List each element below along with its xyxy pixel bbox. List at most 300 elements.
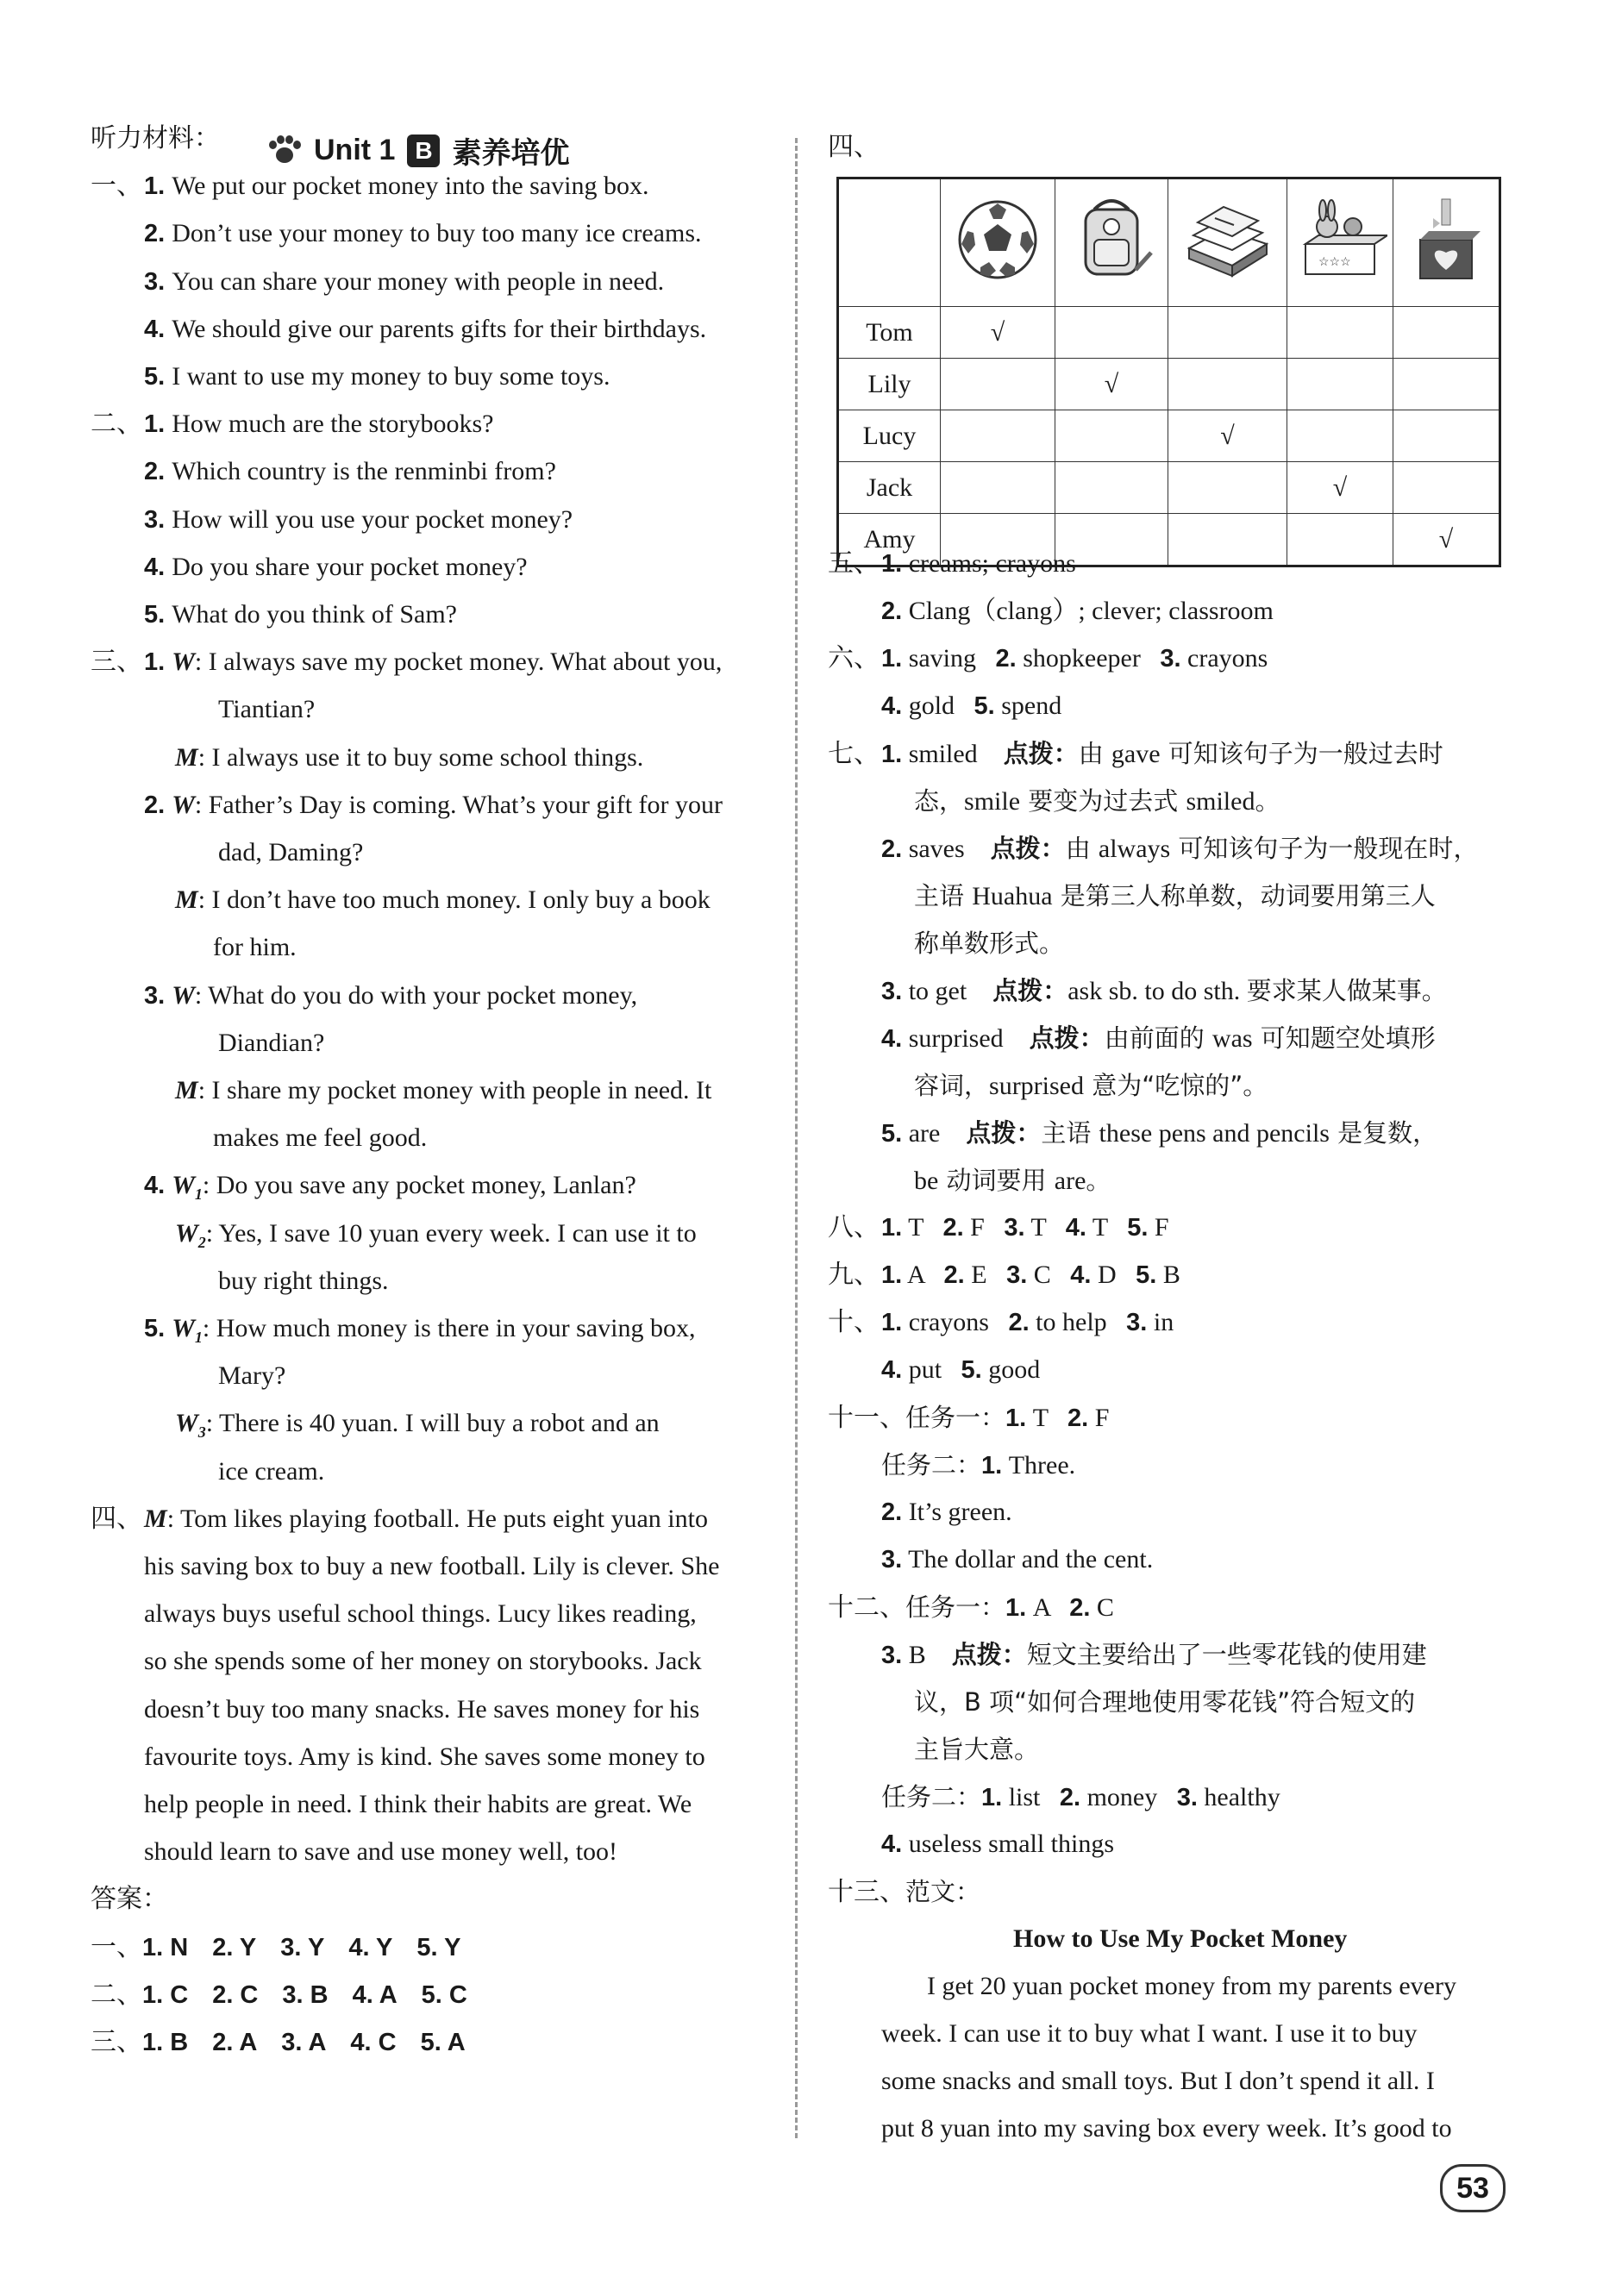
question-number: 3. [144,981,166,1010]
check-cell [1393,514,1500,566]
left-line [213,929,297,966]
line-text: : How much money is there in your saving box, [202,1314,696,1342]
line-text: 主旨大意。 [914,1735,1040,1764]
line-text: F [963,1213,1005,1242]
line-text: T [1086,1213,1128,1242]
line-text: to get [902,977,993,1005]
line-text: smiled [1186,787,1255,816]
left-line [91,121,220,157]
student-name-cell: Lily [838,359,941,410]
question-number: 2. [995,645,1017,673]
hint-label: 点拨： [951,1640,1027,1669]
right-line [914,1731,1039,1768]
left-line [91,549,528,585]
right-line [881,1447,1075,1484]
line-text: was [1211,1024,1253,1053]
question-number: 2. [144,458,166,486]
speaker-index: 1 [194,1329,203,1346]
right-line [881,1494,1012,1530]
question-number: 3. [1126,1309,1148,1336]
right-line [881,1779,1280,1816]
section-number: 一、 [91,1931,142,1962]
line-text: You can share your money with people in need. [172,266,665,296]
left-line [144,1834,617,1870]
line-text: dad, Daming? [218,838,364,866]
speaker-label: M [175,742,198,772]
right-line [881,1352,1040,1388]
line-text: How much are the storybooks? [172,410,494,439]
left-line [218,835,363,871]
section-four-label: 四、 [828,132,880,162]
answer-item: 2. C [212,1980,259,2009]
line-text: 是第三人称单数，动词要用第三人 [1052,881,1436,910]
speaker-label: W [172,980,195,1010]
right-line [828,735,1443,773]
speaker-label: W [172,1314,195,1342]
left-line [218,1263,389,1299]
student-name-cell: Tom [838,307,941,359]
line-text: The dollar and the cent. [902,1545,1154,1573]
line-text: Tiantian? [218,695,316,724]
left-line [175,1216,697,1261]
question-number: 1. [144,410,166,439]
level-badge: B [407,135,440,167]
line-text: ice cream. [218,1456,325,1486]
left-line [91,2024,490,2061]
speaker-label: M [175,1076,198,1104]
answer-table [836,177,1501,567]
left-line [144,1786,692,1823]
line-text: It’s green. [902,1498,1012,1526]
question-number: 5. [1136,1261,1157,1289]
right-line [881,688,1061,724]
line-text: week. I can use it to buy what I want. I use it to buy [881,2019,1418,2048]
right-line [914,783,1280,820]
line-text: We should give our parents gifts for their birthdays. [172,314,707,343]
right-line [927,1968,1456,2005]
schoolbag-icon [1055,178,1168,307]
answer-item: 2. Y [212,1933,257,1961]
line-text: 容词， [914,1071,990,1100]
line-text: T [1024,1213,1066,1242]
check-mark: √ [1104,369,1119,398]
right-line [828,546,1076,582]
left-line [144,1548,719,1585]
donation-box-icon [1393,178,1500,307]
question-number: 3. [881,1546,903,1573]
hint-label: 点拨： [966,1118,1042,1148]
question-number: 3. [881,1642,903,1669]
question-number: 4. [881,692,903,720]
left-line [91,1881,168,1918]
check-cell [941,359,1055,410]
check-mark: √ [1332,472,1348,502]
line-text: 称单数形式。 [914,929,1065,958]
check-cell [1287,514,1393,566]
line-text: 是复数， [1329,1118,1438,1148]
speaker-index: 2 [197,1233,206,1251]
left-line [218,1025,324,1061]
line-text: crayons [902,1308,1009,1336]
line-text: gave [1111,740,1161,768]
right-line [881,1115,1437,1152]
question-number: 5. [144,1315,166,1342]
left-line [91,406,493,442]
section-number: 十三、 [828,1877,905,1907]
check-mark: √ [1438,524,1454,554]
line-text: in [1147,1308,1174,1336]
question-number: 4. [1070,1261,1092,1289]
line-text: 任务一： [905,1403,1006,1432]
line-text: : I share my pocket money with people in need. It [197,1076,712,1104]
table-row [838,462,1500,514]
line-text: gold [902,691,974,720]
question-number: 3. [881,978,903,1005]
question-number: 1. [881,1309,903,1336]
line-text: for him. [213,933,297,962]
right-line [828,1399,1109,1436]
line-text: : Tom likes playing football. He puts eight yuan into [166,1504,708,1533]
line-text: are [1054,1167,1086,1195]
section-number: 四、 [91,1503,142,1534]
answer-item: 1. C [142,1980,189,2009]
line-text: doesn’t buy too many snacks. He saves money for his [144,1694,700,1724]
line-text: : I always use it to buy some school things. [197,742,644,772]
line-text: C [1090,1593,1114,1622]
line-text: B [1156,1261,1180,1289]
section-label: 答案： [91,1884,168,1915]
check-cell [1055,410,1168,462]
question-number: 2. [1059,1784,1081,1811]
line-text: smiled [902,740,1004,768]
left-line [91,1311,695,1355]
right-line [881,1826,1114,1862]
section-number: 三、 [91,647,142,678]
line-text: 范文： [905,1877,981,1906]
line-text: so she spends some of her money on storybooks. Jack [144,1647,702,1676]
section-number: 七、 [828,739,880,769]
line-text: : Do you save any pocket money, Lanlan? [202,1171,636,1200]
unit-label: Unit 1 [314,134,396,166]
check-cell [1168,410,1287,462]
section-number: 八、 [828,1212,880,1242]
left-line [144,1739,705,1775]
question-number: 3. [144,505,166,534]
line-text: I want to use my money to buy some toys. [172,362,610,391]
line-text: to help [1029,1308,1127,1336]
line-text: 可知该句子为一般现在时， [1170,834,1479,863]
question-number: 1. [981,1452,1003,1480]
check-cell [1055,462,1168,514]
answer-item: 3. Y [280,1933,325,1961]
line-text: : There is 40 yuan. I will buy a robot and an [205,1409,660,1438]
left-line [218,691,315,728]
speaker-label: W [175,1409,198,1438]
question-number: 1. [881,1261,903,1289]
line-text: his saving box to buy a new football. Lily is clever. She [144,1552,720,1580]
line-text: crayons [1180,644,1268,673]
line-text: : I don’t have too much money. I only buy a book [197,885,711,915]
left-line [175,882,711,918]
line-text: surprised [989,1072,1084,1100]
answer-item: 4. Y [348,1933,393,1961]
line-text: Diandian? [218,1028,325,1057]
question-number: 5. [1127,1214,1149,1242]
table-corner-cell [838,178,941,307]
line-text: Three. [1002,1451,1076,1480]
line-text: B [902,1641,952,1669]
line-text: Which country is the renminbi from? [172,457,556,486]
hint-label: 点拨： [992,976,1068,1005]
line-text: We put our pocket money into the saving box. [172,172,649,201]
line-text: help people in need. I think their habits are great. We [144,1790,692,1818]
section-number: 十一、 [828,1403,905,1433]
question-number: 4. [881,1356,903,1384]
line-text: : Father’s Day is coming. What’s your gift for your [194,790,723,819]
speaker-label: M [175,885,198,915]
question-number: 2. [1008,1309,1030,1336]
left-line [91,168,649,204]
table-header-row [838,178,1500,307]
line-text: : Yes, I save 10 yuan every week. I can use it to [205,1218,697,1248]
question-number: 1. [881,1214,903,1242]
line-text: : What do you do with your pocket money, [194,980,638,1010]
line-text: 短文主要给出了一些零花钱的使用建 [1026,1640,1427,1669]
check-mark: √ [1220,421,1235,450]
check-cell [1168,462,1287,514]
left-line [91,978,637,1014]
line-text: 任务二： [881,1450,982,1480]
section-label: 听力材料： [91,123,220,153]
speaker-label: W [175,1218,198,1248]
check-cell [1287,307,1393,359]
question-number: 3. [1160,645,1181,673]
question-number: 3. [144,267,166,296]
check-cell [941,462,1055,514]
check-cell [1287,462,1393,514]
question-number: 1. [881,741,903,768]
check-cell [1393,359,1500,410]
answer-item: 4. C [350,2029,397,2056]
section-number: 九、 [828,1260,880,1290]
question-number: 1. [881,645,903,673]
left-line [91,216,702,252]
line-text: these pens and pencils [1099,1119,1330,1148]
line-text: Huahua [972,882,1053,910]
right-line [881,1020,1436,1057]
right-line [828,1257,1180,1293]
question-number: 5. [961,1356,982,1384]
line-text: 意为“吃惊的”。 [1084,1071,1268,1100]
speaker-index: 3 [197,1423,206,1442]
section-number: 二、 [91,409,142,440]
check-cell [941,410,1055,462]
essay-title: How to Use My Pocket Money [1013,1924,1348,1953]
answer-item: 5. C [421,1980,467,2009]
section-number: 一、 [91,171,142,202]
line-text: 由 [1065,834,1099,863]
right-line [881,593,1274,629]
line-text: : I always save my pocket money. What about you, [194,648,723,677]
line-text: 可知该句子为一般过去时 [1160,739,1443,768]
line-text: shopkeeper [1016,644,1161,673]
line-text: should learn to save and use money well, too! [144,1837,618,1867]
left-line [218,1454,324,1490]
storybooks-icon [1168,178,1287,307]
left-line [91,359,610,395]
football-icon [941,178,1055,307]
left-line [91,1977,491,2013]
right-line [881,2111,1452,2147]
right-line [828,641,1268,677]
question-number: 1. [1005,1405,1027,1432]
line-text: 由前面的 [1104,1023,1212,1053]
line-text: good [981,1355,1041,1384]
right-line [914,1684,1415,1721]
speaker-label: W [172,1171,195,1200]
check-cell [1168,514,1287,566]
line-text: favourite toys. Amy is kind. She saves some money to [144,1742,705,1771]
left-line [91,311,706,347]
hint-label: 点拨： [1029,1023,1105,1053]
check-cell [1287,410,1393,462]
line-text: F [1148,1213,1169,1242]
left-line [175,1073,711,1109]
question-number: 5. [974,692,995,720]
right-line [828,1210,1169,1246]
line-text: 。 [1255,786,1280,816]
speaker-index: 1 [194,1186,203,1204]
right-line [914,1067,1268,1104]
answer-item: 3. B [282,1980,329,2009]
check-cell [1055,307,1168,359]
line-text: 任务一： [905,1592,1006,1622]
left-line [218,1358,285,1394]
question-number: 1. [881,550,903,578]
question-number: 5. [881,1120,903,1148]
right-line [881,1636,1427,1674]
line-text: buy right things. [218,1266,389,1295]
page-title: 素养培优 [452,136,570,171]
question-number: 2. [881,597,903,625]
left-line [91,1167,636,1212]
question-number: 2. [881,835,903,863]
question-number: 3. [1176,1784,1198,1811]
question-number: 4. [144,315,166,343]
line-text: spend [994,691,1062,720]
line-text: A [1026,1593,1070,1622]
right-line [828,1304,1174,1341]
question-number: 5. [144,601,166,629]
check-cell [1287,359,1393,410]
right-line [828,1874,980,1911]
table-row [838,307,1500,359]
line-text: Don’t use your money to buy too many ice creams. [172,219,702,248]
line-text: What do you think of Sam? [172,600,457,629]
line-text: 可知题空处填形 [1252,1023,1436,1053]
line-text: put [902,1355,961,1384]
student-name-cell: Jack [838,462,941,514]
question-number: 2. [942,1214,964,1242]
line-text: 。 [1086,1166,1111,1195]
line-text: 要求某人做某事。 [1246,976,1447,1005]
left-line [144,1596,697,1632]
line-text: healthy [1197,1783,1280,1811]
left-line [175,740,643,776]
line-text: 议，B 项“如何合理地使用零花钱”符合短文的 [914,1687,1416,1717]
question-number: 2. [943,1261,965,1289]
line-text: saving [902,644,996,673]
question-number: 4. [881,1025,903,1053]
check-cell [1393,307,1500,359]
left-line [91,264,664,300]
right-line [914,1162,1111,1199]
line-text: money [1080,1783,1177,1811]
left-line [144,1643,702,1680]
left-line [91,502,573,538]
answer-item: 4. A [352,1980,398,2009]
line-text: creams; crayons [902,549,1076,578]
left-line [91,597,457,633]
right-line [914,878,1436,915]
student-name-cell: Lucy [838,410,941,462]
left-line [213,1120,427,1156]
section-number: 六、 [828,643,880,673]
answer-item: 5. Y [416,1933,461,1961]
question-number: 4. [881,1830,903,1858]
svg-text:☆☆☆: ☆☆☆ [1318,255,1351,269]
question-number: 2. [1067,1405,1089,1432]
section-number: 十、 [828,1307,880,1337]
section-number: 十二、 [828,1592,905,1623]
left-line [91,1930,485,1966]
line-text: put 8 yuan into my saving box every week. It’s good to [881,2114,1452,2143]
right-line [881,2063,1435,2099]
question-number: 5. [144,363,166,391]
speaker-label: W [172,790,195,819]
table-row [838,410,1500,462]
question-number: 2. [1069,1594,1091,1622]
left-line [91,644,722,680]
line-text: Clang（clang）; clever; classroom [902,597,1274,625]
question-number: 4. [144,553,166,581]
left-line [144,1692,699,1728]
answer-item: 5. A [420,2029,466,2056]
left-line [175,1405,660,1450]
line-text: 动词要用 [938,1166,1055,1195]
section-number: 二、 [91,1979,142,2010]
line-text: always [1098,835,1171,863]
answer-item: 2. A [212,2029,258,2056]
question-number: 1. [1005,1594,1027,1622]
question-number: 1. [981,1784,1003,1811]
line-text: are [902,1119,967,1148]
line-text: I get 20 yuan pocket money from my parents every [927,1972,1456,2000]
right-line [881,2016,1418,2052]
check-cell [1055,359,1168,410]
line-text: list [1002,1783,1060,1811]
answer-item: 1. B [142,2029,189,2056]
line-text: ask sb. to do sth. [1067,977,1247,1005]
question-number: 4. [1065,1214,1086,1242]
line-text: 由 [1078,739,1111,768]
question-number: 2. [144,791,166,819]
question-number: 2. [881,1498,903,1526]
hint-label: 点拨： [1003,739,1079,768]
column-divider [795,138,798,2138]
line-text: A [902,1261,944,1289]
question-number: 3. [1006,1261,1028,1289]
